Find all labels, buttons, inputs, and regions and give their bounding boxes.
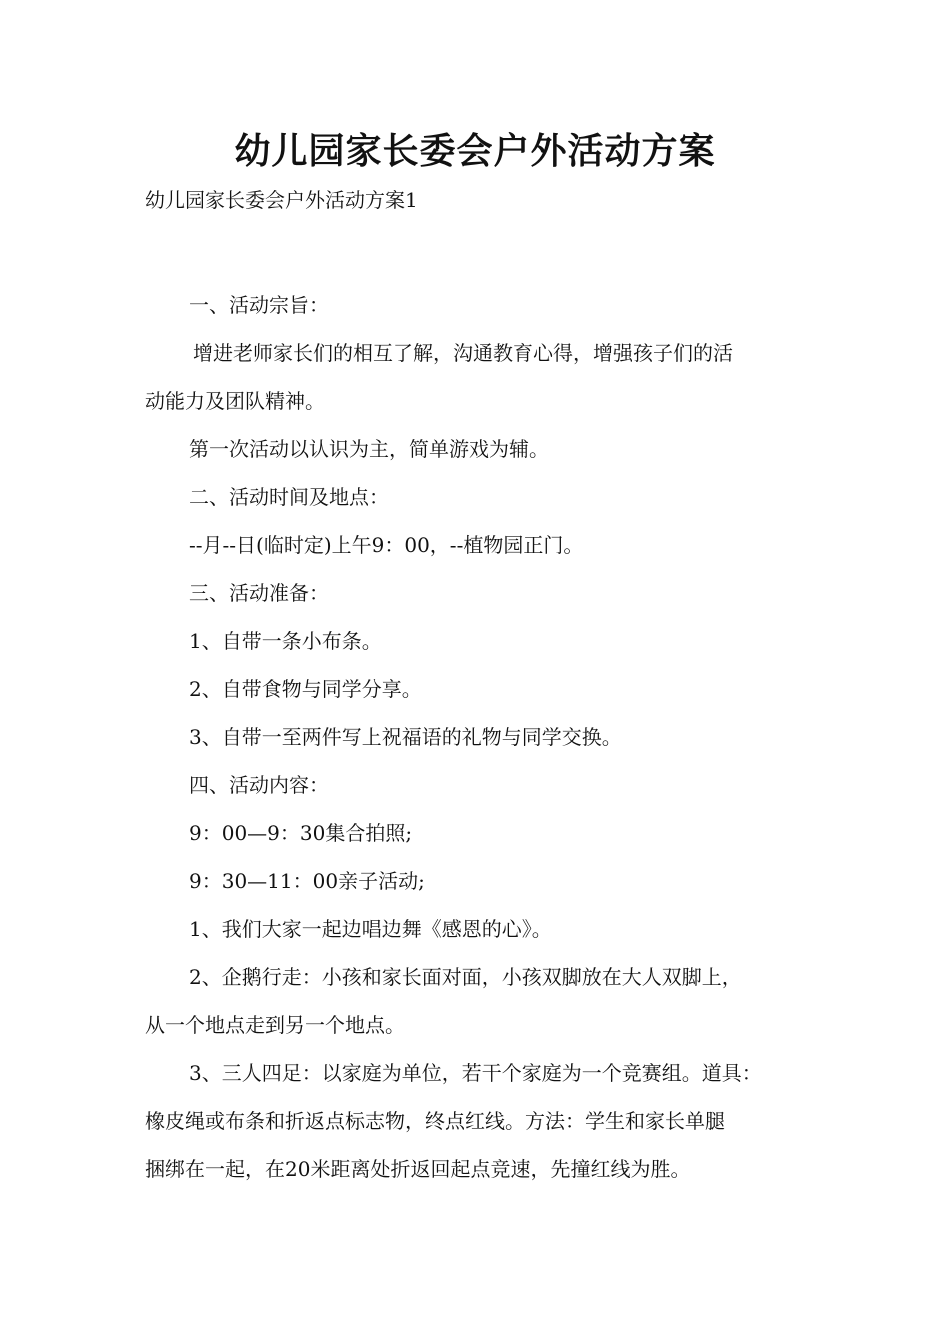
paragraph: 四、活动内容： <box>189 773 329 797</box>
paragraph: 2、自带食物与同学分享。 <box>189 677 422 701</box>
paragraph: 橡皮绳或布条和折返点标志物，终点红线。方法：学生和家长单腿 <box>145 1109 725 1133</box>
paragraph: 动能力及团队精神。 <box>145 389 325 413</box>
paragraph: --月--日(临时定)上午9：00，--植物园正门。 <box>189 533 584 557</box>
paragraph: 捆绑在一起，在20米距离处折返回起点竞速，先撞红线为胜。 <box>145 1157 691 1181</box>
document-title: 幼儿园家长委会户外活动方案 <box>234 130 716 172</box>
paragraph: 增进老师家长们的相互了解，沟通教育心得，增强孩子们的活 <box>193 341 733 365</box>
paragraph: 一、活动宗旨： <box>189 293 329 317</box>
paragraph: 1、自带一条小布条。 <box>189 629 382 653</box>
document-subtitle: 幼儿园家长委会户外活动方案1 <box>145 188 418 212</box>
paragraph: 第一次活动以认识为主，简单游戏为辅。 <box>189 437 549 461</box>
paragraph: 二、活动时间及地点： <box>189 485 389 509</box>
paragraph: 9：30—11：00亲子活动; <box>189 869 425 893</box>
paragraph: 1、我们大家一起边唱边舞《感恩的心》。 <box>189 917 552 941</box>
paragraph: 2、企鹅行走：小孩和家长面对面，小孩双脚放在大人双脚上， <box>189 965 742 989</box>
paragraph: 3、三人四足：以家庭为单位，若干个家庭为一个竞赛组。道具： <box>189 1061 762 1085</box>
document-body <box>145 281 825 1193</box>
paragraph: 从一个地点走到另一个地点。 <box>145 1013 405 1037</box>
paragraph: 3、自带一至两件写上祝福语的礼物与同学交换。 <box>189 725 622 749</box>
paragraph: 三、活动准备： <box>189 581 329 605</box>
paragraph: 9：00—9：30集合拍照; <box>189 821 413 845</box>
